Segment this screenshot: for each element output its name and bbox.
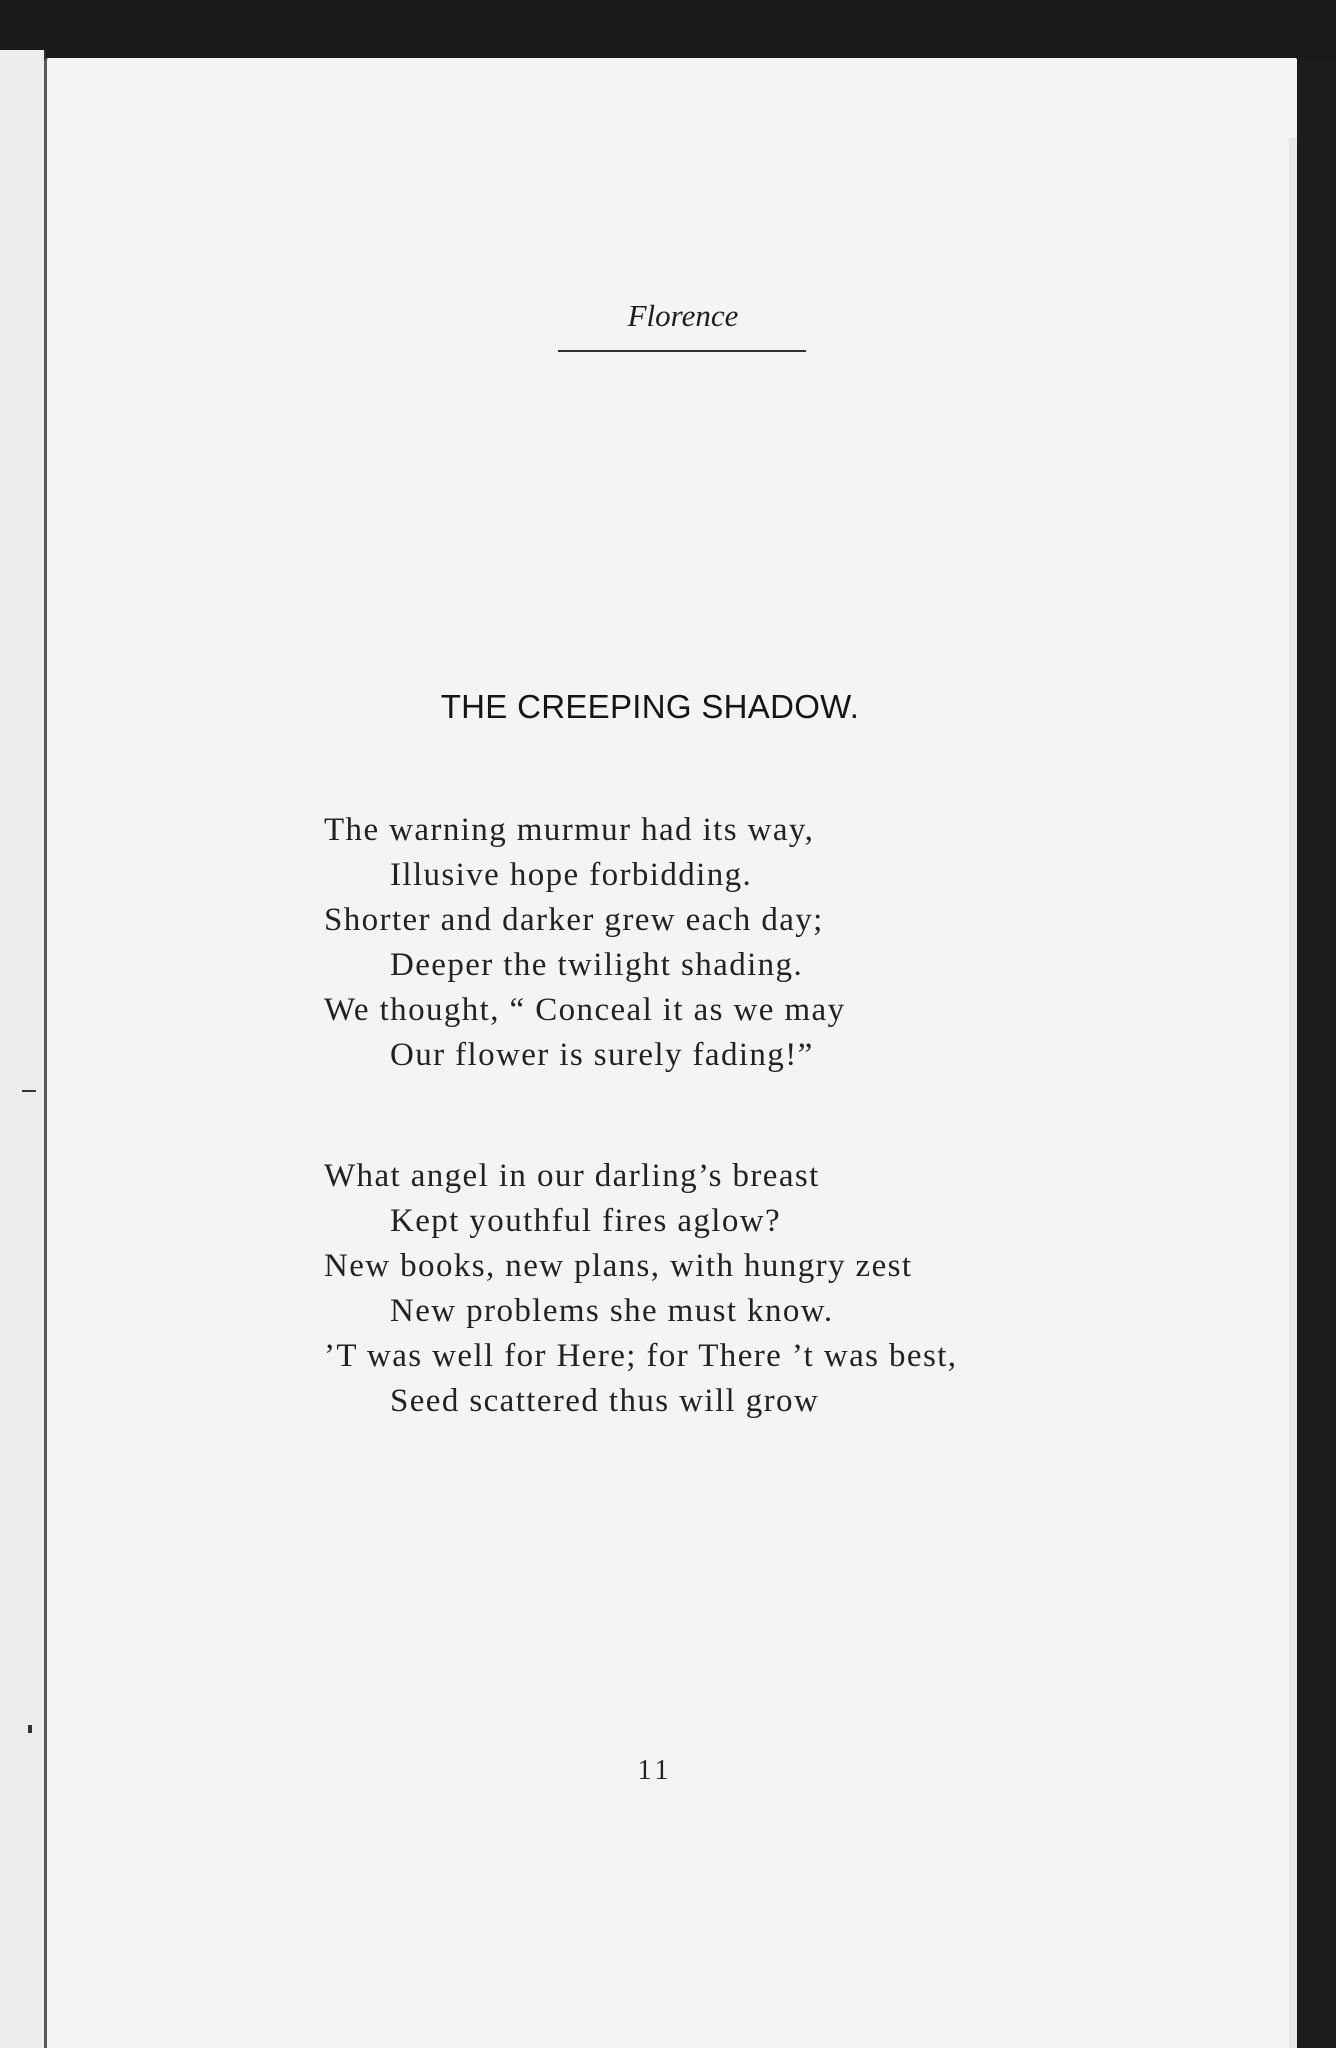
poem-stanza	[324, 1154, 1124, 1424]
poem-line: New problems she must know.	[390, 1293, 834, 1329]
poem-line: New books, new plans, with hungry zest	[324, 1248, 913, 1284]
poem-line: The warning murmur had its way,	[324, 812, 815, 848]
poem-line: Shorter and darker grew each day;	[324, 902, 824, 938]
page-number: 11	[637, 1755, 673, 1786]
poem-line: ’T was well for Here; for There ’t was best,	[324, 1338, 958, 1374]
poem-line: Kept youthful fires aglow?	[390, 1203, 782, 1239]
page-edge-mark	[22, 1090, 36, 1092]
poem-line: Seed scattered thus will grow	[390, 1383, 820, 1419]
poem-line: Our flower is surely fading!”	[390, 1037, 814, 1073]
poem-line: What angel in our darling’s breast	[324, 1158, 820, 1194]
facing-page-edge	[0, 50, 46, 2048]
poem-line: Illusive hope forbidding.	[390, 857, 753, 893]
running-head: Florence	[627, 298, 739, 333]
poem-line: We thought, “ Conceal it as we may	[324, 992, 846, 1028]
scan-background	[0, 0, 1336, 60]
poem-title: THE CREEPING SHADOW.	[440, 688, 860, 725]
running-head-rule	[558, 350, 806, 352]
page-edge-shadow	[1289, 138, 1297, 2048]
page-edge-mark	[28, 1725, 32, 1733]
poem-line: Deeper the twilight shading.	[390, 947, 804, 983]
poem-stanza	[324, 808, 1124, 1078]
